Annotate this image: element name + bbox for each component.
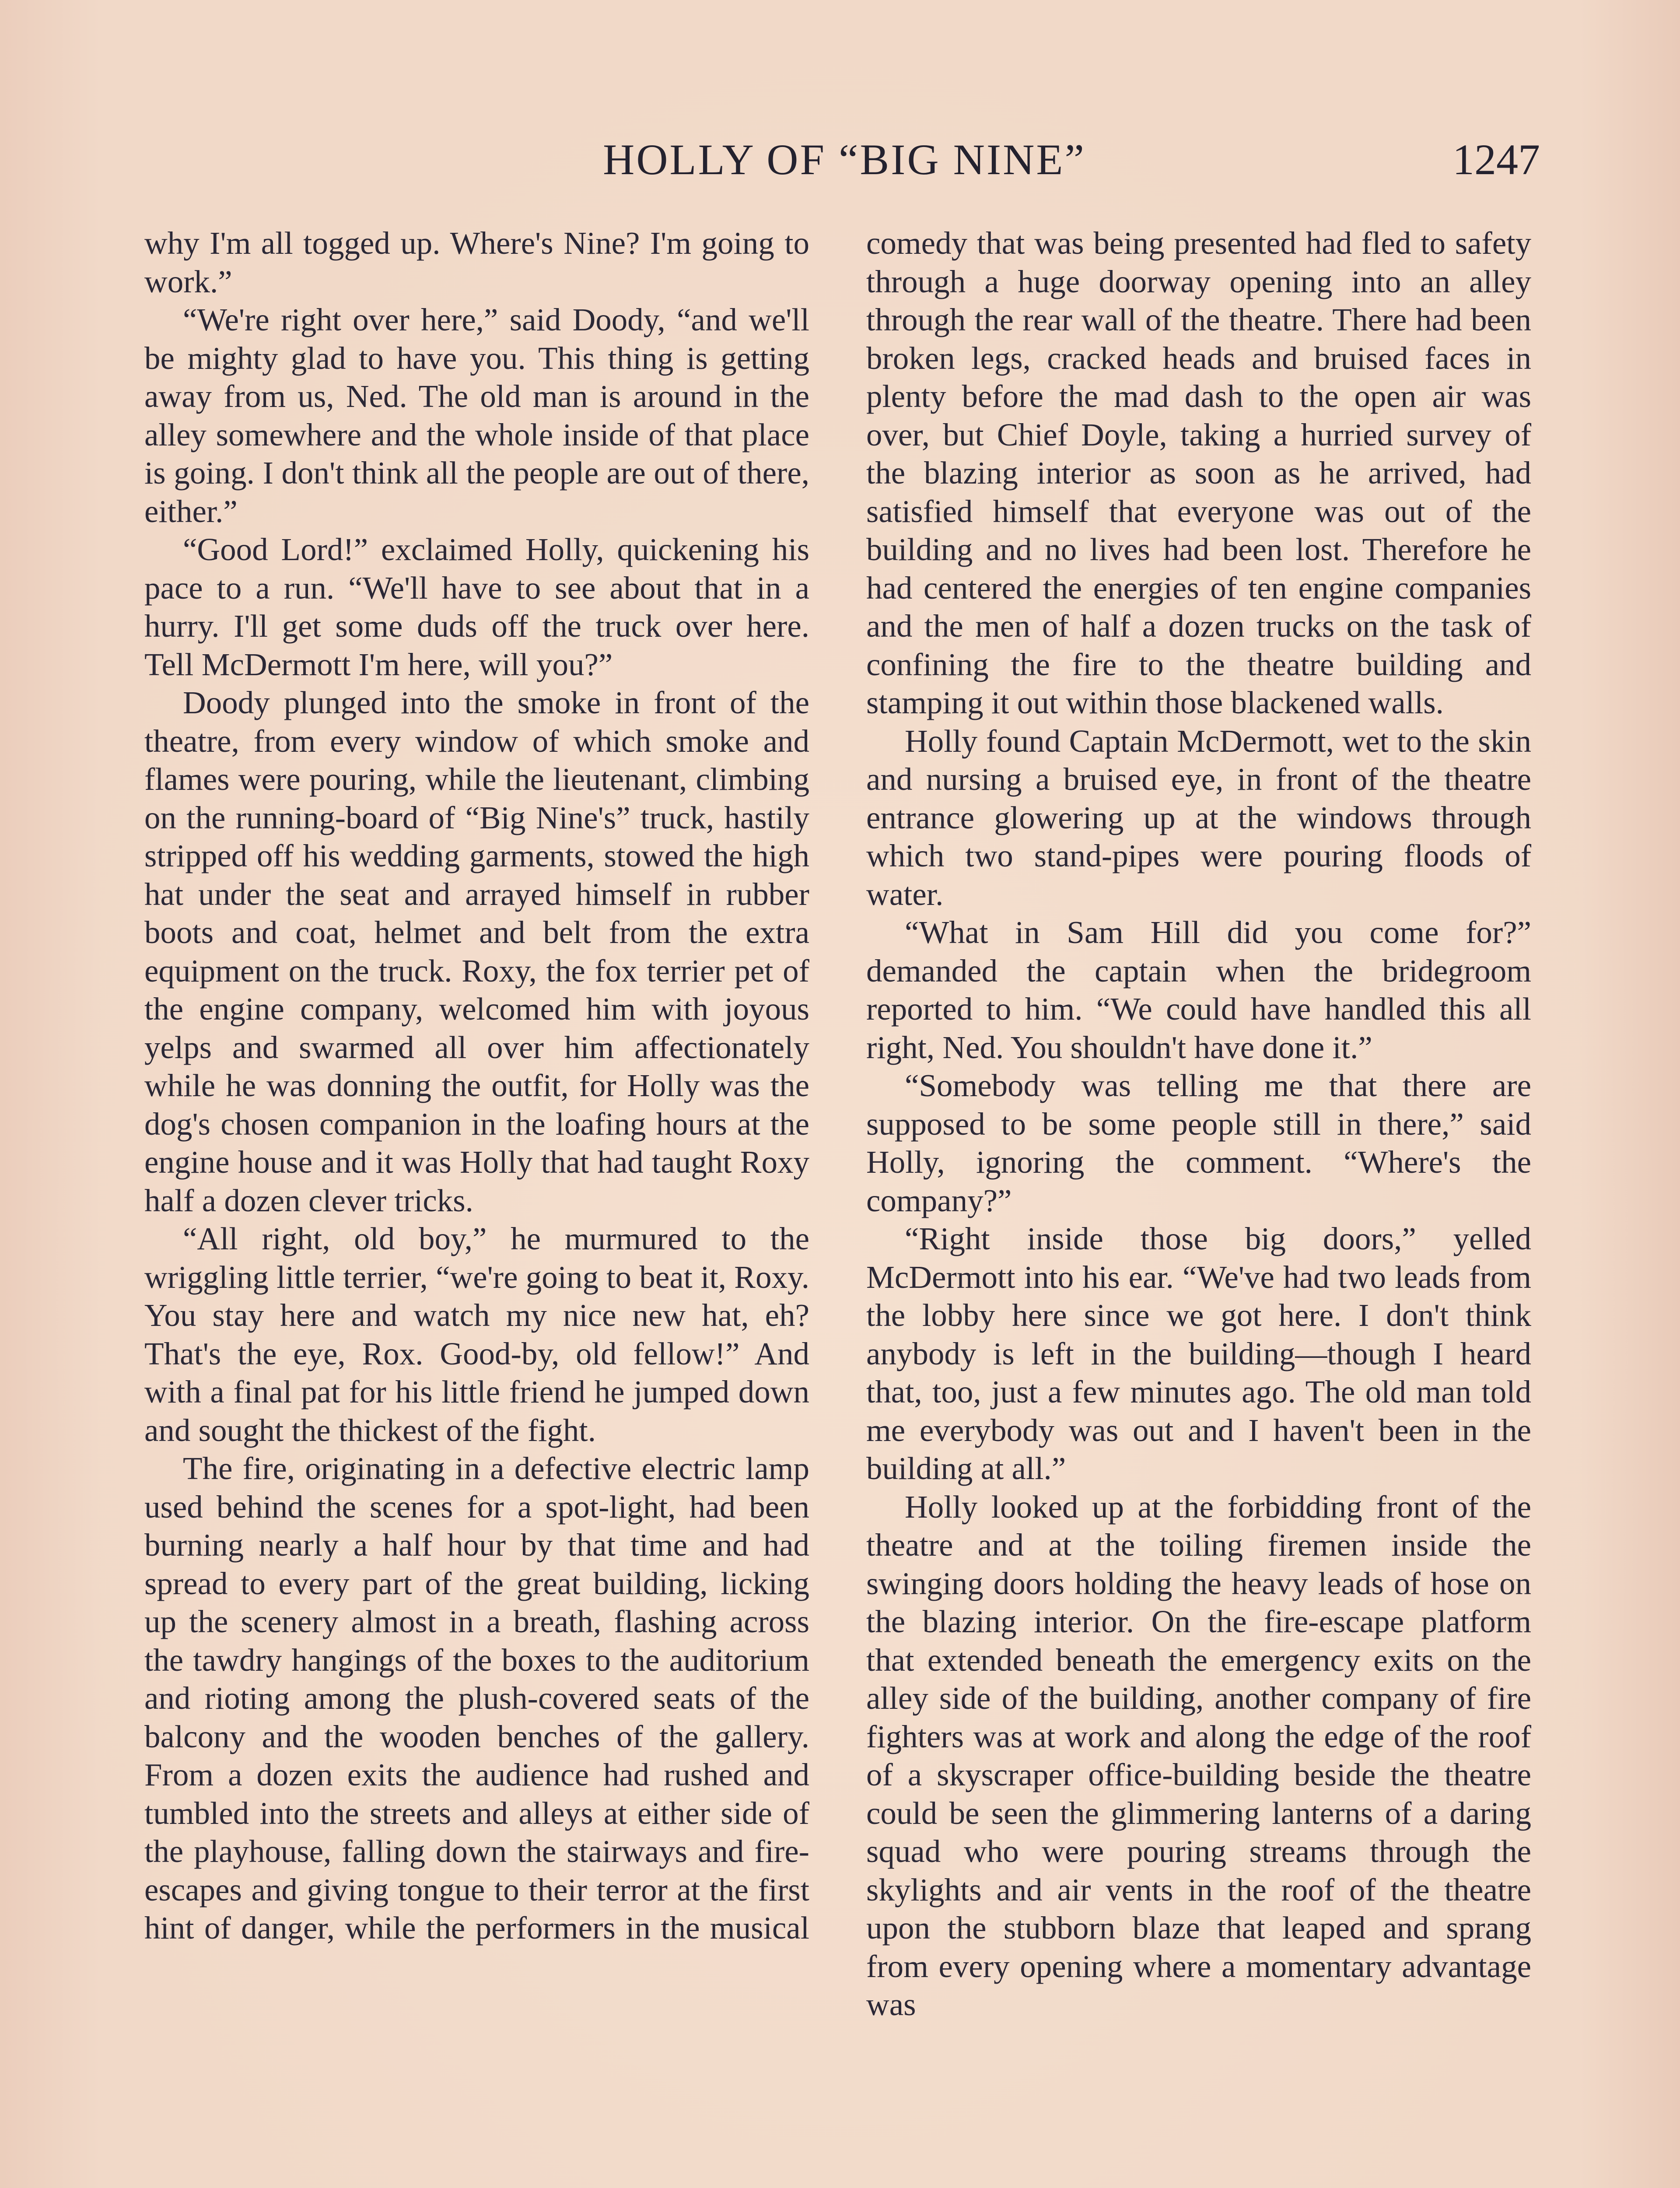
paragraph: “We're right over here,” said Doody, “and we'll be mighty glad to have you. This thing is getting away from us, Ned. The old man is around in the alley somewhere and the whole inside of that place is going. I don't think all the people are out of there, either.” xyxy=(144,302,809,529)
paragraph: comedy that was being presented had fled to safety through a huge doorway opening into an alley through the rear wall of the theatre. There had been broken legs, cracked heads and bruised faces in plenty before the mad dash to the open air was over, but Chief Doyle, taking a hurried survey of the blazing interior as soon as he arrived, had satisfied himself that everyone was out of the building and no lives had been lost. Therefore he had centered the energies of ten engine companies and the men of half a dozen trucks on the task of confining the fire to the theatre building and stamping it out within those blackened walls. xyxy=(866,225,1531,720)
paragraph: “All right, old boy,” he murmured to the wriggling little terrier, “we're going to beat it, Roxy. You stay here and watch my nice new hat, eh? That's the eye, Rox. Good-by, old fellow!” And with a final pat for his little friend he jumped down and sought the thickest of the fight. xyxy=(144,1221,809,1448)
paragraph: Doody plunged into the smoke in front of the theatre, from every window of which smoke and flames were pouring, while the lieutenant, climbing on the running-board of “Big Nine's” truck, hastily stripped off his wedding garments, stowed the high hat under the seat and arrayed himself in rubber boots and coat, helmet and belt from the extra equipment on the truck. Roxy, the fox terrier pet of the engine company, welcomed him with joyous yelps and swarmed all over him affectionately while he was donning the outfit, for Holly was the dog's chosen companion in the loafing hours at the engine house and it was Holly that had taught Roxy half a dozen clever tricks. xyxy=(144,685,809,1218)
paragraph: “Right inside those big doors,” yelled McDermott into his ear. “We've had two leads from the lobby here since we got here. I don't think anybody is left in the building—though I heard that, too, just a few minutes ago. The old man told me everybody was out and I haven't been in the building at all.” xyxy=(866,1221,1531,1486)
page-number: 1247 xyxy=(1452,135,1540,184)
paragraph: why I'm all togged up. Where's Nine? I'm going to work.” xyxy=(144,225,809,299)
running-head xyxy=(149,131,1540,188)
paragraph: “Good Lord!” exclaimed Holly, quickening his pace to a run. “We'll have to see about that in a hurry. I'll get some duds off the truck over here. Tell McDermott I'm here, will you?” xyxy=(144,532,809,682)
left-column xyxy=(144,224,809,2188)
paragraph: Holly looked up at the forbidding front of the theatre and at the toiling firemen inside the swinging doors holding the heavy leads of hose on the blazing interior. On the fire-escape platform that extended beneath the emergency exits on the alley side of the building, another company of fire fighters was at work and along the edge of the roof of a skyscraper office-building beside the theatre could be seen the glimmering lanterns of a daring squad who were pouring streams through the skylights and air vents in the roof of the theatre upon the stubborn blaze that leaped and sprang from every opening where a momentary advantage was xyxy=(866,1489,1531,2022)
paragraph: The fire, originating in a defective electric lamp used behind the scenes for a spot-light, had been burning nearly a half hour by that time and had spread to every part of the great building, licking up the scenery almost in a breath, flashing across the tawdry hangings of the boxes to the auditorium and rioting among the plush-covered seats of the balcony and the wooden benches of the gallery. From a dozen exits the audience had rushed and tumbled into the streets and alleys at either side of the playhouse, falling down the stairways and fire-escapes and giving tongue to their terror at the first hint of danger, while the performers in the musical xyxy=(144,1451,809,1946)
running-title: HOLLY OF “BIG NINE” xyxy=(603,135,1086,184)
paragraph: Holly found Captain McDermott, wet to the skin and nursing a bruised eye, in front of the theatre entrance glowering up at the windows through which two stand-pipes were pouring floods of water. xyxy=(866,723,1531,912)
paragraph: “Somebody was telling me that there are supposed to be some people still in there,” said Holly, ignoring the comment. “Where's the company?” xyxy=(866,1068,1531,1218)
right-column xyxy=(866,224,1531,2188)
paragraph: “What in Sam Hill did you come for?” demanded the captain when the bridegroom reported to him. “We could have handled this all right, Ned. You shouldn't have done it.” xyxy=(866,915,1531,1065)
